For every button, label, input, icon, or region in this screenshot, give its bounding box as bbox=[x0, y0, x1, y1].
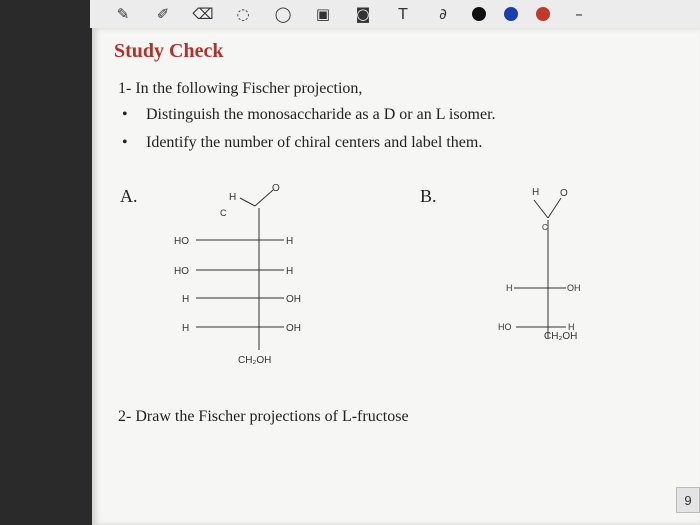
text-tool-icon[interactable]: T bbox=[398, 5, 408, 23]
a-top-c: C bbox=[220, 208, 227, 218]
b-top-h: H bbox=[532, 187, 540, 198]
b-row1-left: H bbox=[506, 283, 513, 293]
a-row4-right: OH bbox=[286, 323, 301, 334]
b-row2-left: HO bbox=[498, 322, 512, 332]
annotation-toolbar bbox=[90, 0, 700, 28]
minimize-icon[interactable]: – bbox=[575, 5, 583, 23]
a-bottom-group: CH₂OH bbox=[238, 355, 272, 366]
pen-tool-icon[interactable]: ✎ bbox=[116, 5, 130, 23]
fischer-projection-a bbox=[152, 178, 352, 373]
label-a: A. bbox=[120, 186, 138, 206]
a-row3-left: H bbox=[182, 294, 190, 305]
a-row1-left: HO bbox=[174, 236, 189, 247]
bullet-item-2 bbox=[122, 134, 482, 152]
shape-tool-icon[interactable]: ◯ bbox=[274, 5, 292, 23]
label-b: B. bbox=[420, 186, 437, 206]
b-top-o: O bbox=[560, 188, 568, 199]
b-top-c: C bbox=[542, 223, 548, 232]
a-row4-left: H bbox=[182, 323, 190, 334]
lasso-tool-icon[interactable]: ◌ bbox=[236, 5, 250, 23]
fischer-projection-b bbox=[492, 178, 652, 348]
camera-tool-icon[interactable]: ◙ bbox=[355, 5, 371, 23]
bullet-text-1: Distinguish the monosaccharide as a D or an L isomer. bbox=[146, 106, 496, 123]
bullet-text-2: Identify the number of chiral centers and label them. bbox=[146, 134, 483, 151]
b-bottom-group: CH₂OH bbox=[544, 331, 578, 342]
a-row2-right: H bbox=[286, 266, 294, 277]
b-row1-right: OH bbox=[567, 283, 581, 293]
bullet-marker: • bbox=[122, 106, 128, 123]
a-row1-right: H bbox=[286, 236, 294, 247]
page-number-badge[interactable]: 9 bbox=[676, 487, 700, 513]
b-row2-right: H bbox=[568, 322, 575, 332]
bullet-marker: • bbox=[122, 134, 128, 151]
link-tool-icon[interactable]: ∂ bbox=[439, 5, 447, 23]
a-row2-left: HO bbox=[174, 266, 189, 277]
color-swatch-3[interactable] bbox=[536, 7, 550, 21]
slide-page bbox=[92, 28, 700, 525]
color-swatch-1[interactable] bbox=[472, 7, 486, 21]
color-swatch-2[interactable] bbox=[504, 7, 518, 21]
a-row3-right: OH bbox=[286, 294, 301, 305]
highlighter-tool-icon[interactable]: ✐ bbox=[156, 5, 170, 23]
eraser-tool-icon[interactable]: ⌫ bbox=[192, 5, 214, 23]
page-title: Study Check bbox=[114, 40, 224, 62]
question-1: 1- In the following Fischer projection, bbox=[118, 80, 363, 97]
image-tool-icon[interactable]: ▣ bbox=[315, 5, 331, 23]
a-top-h: H bbox=[229, 192, 237, 203]
a-top-o: O bbox=[272, 183, 280, 194]
question-2: 2- Draw the Fischer projections of L-fructose bbox=[118, 408, 409, 425]
bullet-item-1 bbox=[122, 106, 496, 124]
